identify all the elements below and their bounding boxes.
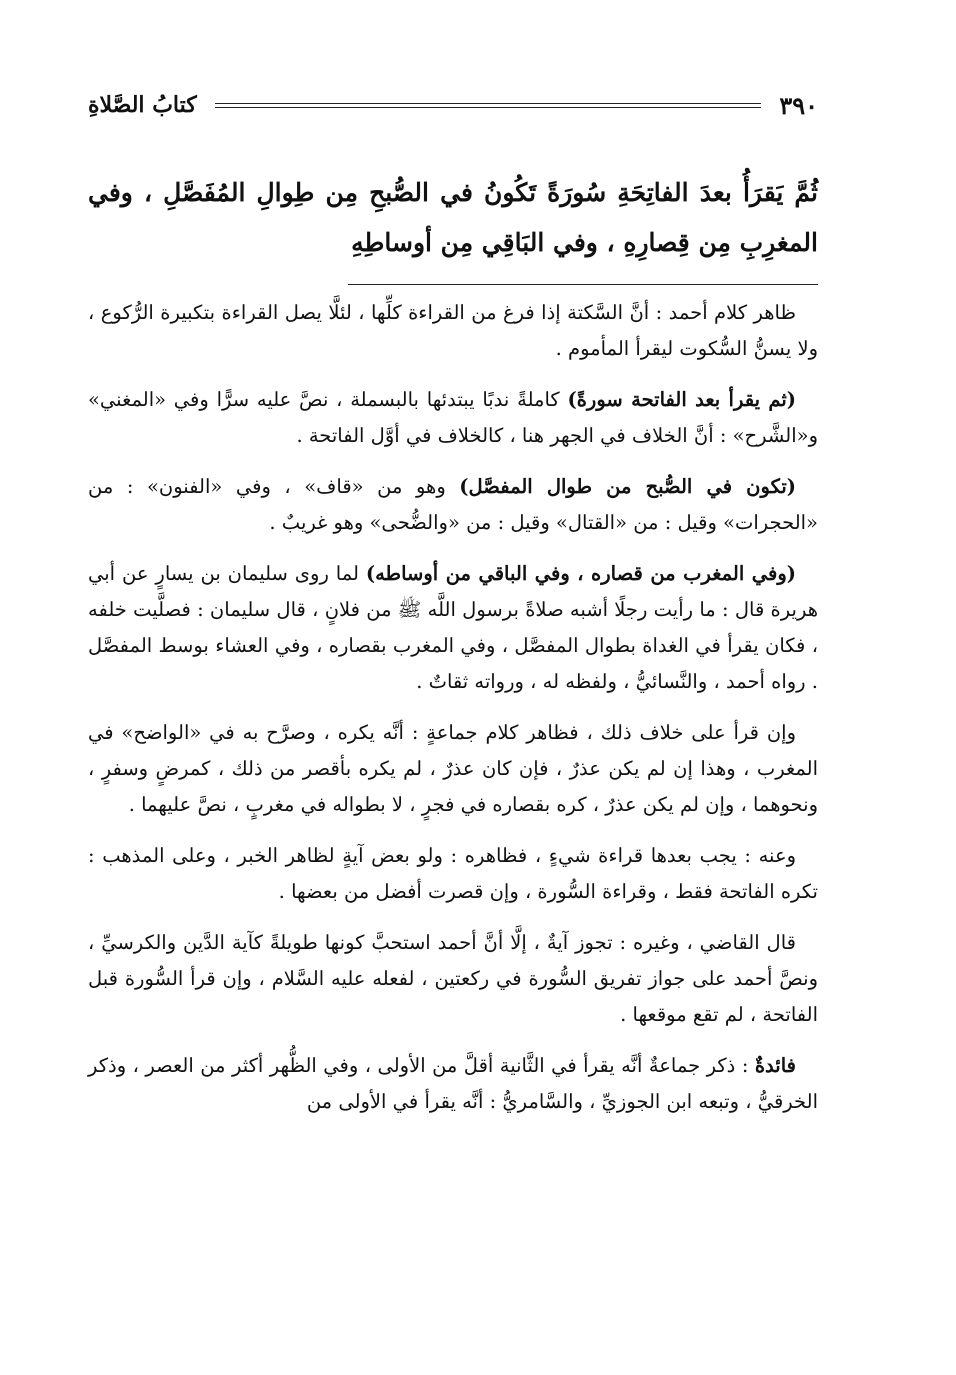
- paragraph-6: [88, 838, 818, 910]
- paragraph-text: كاملةً ندبًا يبتدئها بالبسملة ، نصَّ عليه سرًّا وفي «المغني» و«الشَّرح» : أنَّ الخلاف في الجهر هنا ، كالخلاف في أوَّل الفاتحة .: [88, 388, 818, 447]
- paragraph-text: وعنه : يجب بعدها قراءة شيءٍ ، فظاهره : ولو بعض آيةٍ لظاهر الخبر ، وعلى المذهب : تكره الفاتحة فقط ، وقراءة السُّورة ، وإن قصرت أفضل من بعضها .: [88, 844, 818, 903]
- book-title: كتابُ الصَّلاةِ: [88, 92, 197, 118]
- paragraph-7: [88, 925, 818, 1033]
- paragraph-2: [88, 382, 818, 454]
- paragraph-text: : ذكر جماعةٌ أنَّه يقرأ في الثَّانية أقلَّ من الأولى ، وفي الظُّهر أكثر من العصر ، وذكر الخرقيُّ ، وتبعه ابن الجوزيِّ ، والسَّامريُّ : أنَّه يقرأ في الأولى من: [88, 1054, 818, 1113]
- commentary: [88, 295, 818, 1120]
- paragraph-8: [88, 1048, 818, 1120]
- paragraph-1: [88, 295, 818, 367]
- paragraph-4: [88, 556, 818, 700]
- header-rule: [215, 103, 762, 108]
- matn-divider: [348, 284, 818, 285]
- paragraph-text: وإن قرأ على خلاف ذلك ، فظاهر كلام جماعةٍ : أنَّه يكره ، وصرَّح به في «الواضح» في المغرب ، وهذا إن لم يكن عذرٌ ، فإن كان عذرٌ ، لم يكره بأقصر من ذلك ، كمرضٍ وسفرٍ ، ونحوهما ، وإن لم يكن عذرٌ ، كره بقصاره في فجرٍ ، لا بطواله في مغربٍ ، نصَّ عليهما .: [88, 721, 818, 816]
- paragraph-3: [88, 469, 818, 541]
- running-header: [88, 84, 818, 126]
- lemma-quote: (ثم يقرأ بعد الفاتحة سورةً): [567, 388, 797, 411]
- paragraph-text: قال القاضي ، وغيره : تجوز آيةٌ ، إلَّا أنَّ أحمد استحبَّ كونها طويلةً كآية الدَّين والكرسيِّ ، ونصَّ أحمد على جواز تفريق السُّورة في ركعتين ، لفعله عليه السَّلام ، وإن قرأ السُّورة قبل الفاتحة ، لم تقع موقعها .: [88, 931, 818, 1026]
- page: [88, 84, 818, 1135]
- lemma-quote: (تكون في الصُّبح من طوال المفصَّل): [459, 475, 796, 498]
- page-number: ٣٩٠: [779, 90, 818, 120]
- paragraph-text: وهو من «قاف» ، وفي «الفنون» : من «الحجرات» وقيل : من «القتال» وقيل : من «والضُّحى» وهو غريبٌ .: [88, 475, 818, 534]
- benefit-label: فائدةٌ: [754, 1054, 796, 1077]
- lemma-quote: (وفي المغرب من قصاره ، وفي الباقي من أوساطه): [365, 562, 796, 585]
- paragraph-text: لما روى سليمان بن يسارٍ عن أبي هريرة قال : ما رأيت رجلًا أشبه صلاةً برسول اللَّه ﷺ من فلانٍ ، قال سليمان : فصلَّيت خلفه ، فكان يقرأ في الغداة بطوال المفصَّل ، وفي المغرب بقصاره ، وفي العشاء بوسط المفصَّل . رواه أحمد ، والنَّسائيُّ ، ولفظه له ، ورواته ثقاتٌ .: [88, 562, 818, 693]
- matn-text: ثُمَّ يَقرَأُ بعدَ الفاتِحَةِ سُورَةً تَكُونُ في الصُّبحِ مِن طِوالِ المُفَصَّلِ ، وفي المغرِبِ مِن قِصارِهِ ، وفي البَاقِي مِن أوساطِهِ: [88, 178, 818, 257]
- paragraph-5: [88, 715, 818, 823]
- paragraph-text: ظاهر كلام أحمد : أنَّ السَّكتة إذا فرغ من القراءة كلِّها ، لئلَّا يصل القراءة بتكبيرة الرُّكوع ، ولا يسنُّ السُّكوت ليقرأ المأموم .: [88, 301, 818, 360]
